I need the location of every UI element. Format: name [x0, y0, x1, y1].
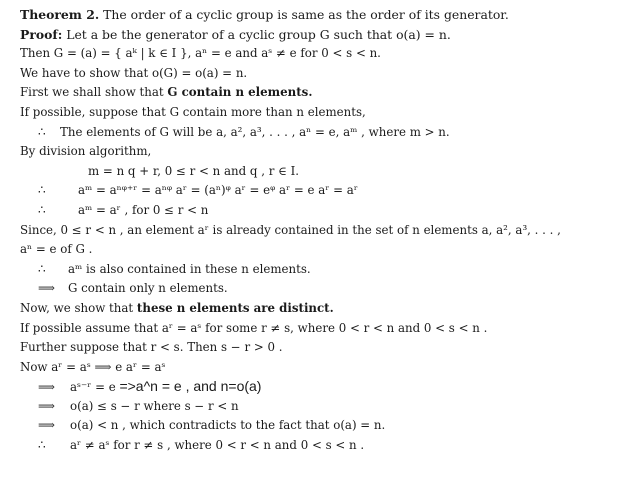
line-text: o(a) ≤ s − r where s − r < n: [70, 398, 239, 413]
line-text: aᵐ = aʳ , for 0 ≤ r < n: [78, 202, 209, 217]
line-text: aʳ ≠ aˢ for r ≠ s , where 0 < r < n and 0 < s < n .: [70, 438, 365, 453]
proof-line-1: [20, 44, 638, 64]
line-text: Now aʳ = aˢ ⟹ e aʳ = aˢ: [20, 359, 166, 374]
proof-intro: Let a be the generator of a cyclic group G such that o(a) = n.: [62, 26, 451, 42]
line-text: G contain only n elements.: [68, 281, 228, 296]
therefore-symbol: ∴: [38, 202, 46, 217]
handwritten-note: =>a^n = e , and n=o(a): [119, 378, 262, 395]
proof-line-14: [20, 299, 638, 319]
line-text: First we shall show that: [20, 85, 168, 100]
proof-line-3: [20, 83, 638, 103]
line-text: If possible assume that aʳ = aˢ for some r ≠ s, where 0 < r < n and 0 < s < n .: [20, 320, 488, 335]
implies-symbol: ⟹: [38, 380, 55, 395]
proof-line-2: [20, 64, 638, 84]
line-text: aⁿ = e of G .: [20, 242, 93, 257]
line-text: We have to show that o(G) = o(a) = n.: [20, 65, 248, 80]
line-text: m = n q + r, 0 ≤ r < n and q , r ∈ I.: [88, 163, 299, 178]
line-text: Then G = (a) = { aᵏ | k ∈ I }, aⁿ = e and aˢ ≠ e for 0 < s < n.: [20, 46, 381, 61]
implies-symbol: ⟹: [38, 398, 55, 413]
therefore-symbol: ∴: [38, 261, 46, 276]
line-bold-text: G contain n elements.: [167, 85, 313, 100]
implies-symbol: ⟹: [38, 418, 55, 433]
therefore-symbol: ∴: [38, 183, 46, 198]
proof-line-17: [20, 358, 638, 378]
proof-line-11: [20, 240, 638, 260]
line-text: Now, we show that: [20, 300, 137, 315]
proof-line-13: [20, 279, 638, 299]
proof-line-10: [20, 221, 638, 241]
proof-line-6: [20, 142, 638, 162]
proof-line-16: [20, 338, 638, 358]
proof-line-4: [20, 103, 638, 123]
proof-label: Proof:: [20, 26, 63, 42]
proof-line-7: [20, 162, 638, 182]
proof-line-12: [20, 260, 638, 280]
therefore-symbol: ∴: [38, 438, 46, 453]
line-text: o(a) < n , which contradicts to the fact that o(a) = n.: [70, 418, 386, 433]
proof-line-20: [20, 416, 638, 436]
line-text: By division algorithm,: [20, 144, 152, 159]
line-text: Further suppose that r < s. Then s − r > 0 .: [20, 340, 283, 355]
proof-line-5: [20, 123, 638, 143]
proof-line-15: [20, 319, 638, 339]
line-text: aᵐ = aⁿᵠ⁺ʳ = aⁿᵠ aʳ = (aⁿ)ᵠ aʳ = eᵠ aʳ = e aʳ = aʳ: [78, 183, 358, 198]
therefore-symbol: ∴: [38, 124, 46, 139]
proof-line-8: [20, 181, 638, 201]
line-bold-text: these n elements are distinct.: [136, 300, 334, 315]
implies-symbol: ⟹: [38, 281, 55, 296]
theorem-label: Theorem 2.: [20, 7, 100, 22]
theorem-statement: The order of a cyclic group is same as the order of its generator.: [99, 7, 509, 22]
theorem-line: [20, 5, 638, 25]
line-text: aᵐ is also contained in these n elements.: [68, 261, 311, 276]
line-text: The elements of G will be a, a², a³, . . . , aⁿ = e, aᵐ , where m > n.: [60, 124, 450, 139]
line-text: If possible, suppose that G contain more than n elements,: [20, 104, 366, 119]
proof-line-18: [20, 377, 638, 397]
proof-line-19: [20, 397, 638, 417]
line-text: Since, 0 ≤ r < n , an element aʳ is already contained in the set of n elements a, a², a³, . . . ,: [20, 222, 561, 237]
line-text: aˢ⁻ʳ = e: [70, 380, 120, 395]
proof-line-21: [20, 436, 638, 456]
proof-intro-line: [20, 25, 638, 45]
proof-line-9: [20, 201, 638, 221]
